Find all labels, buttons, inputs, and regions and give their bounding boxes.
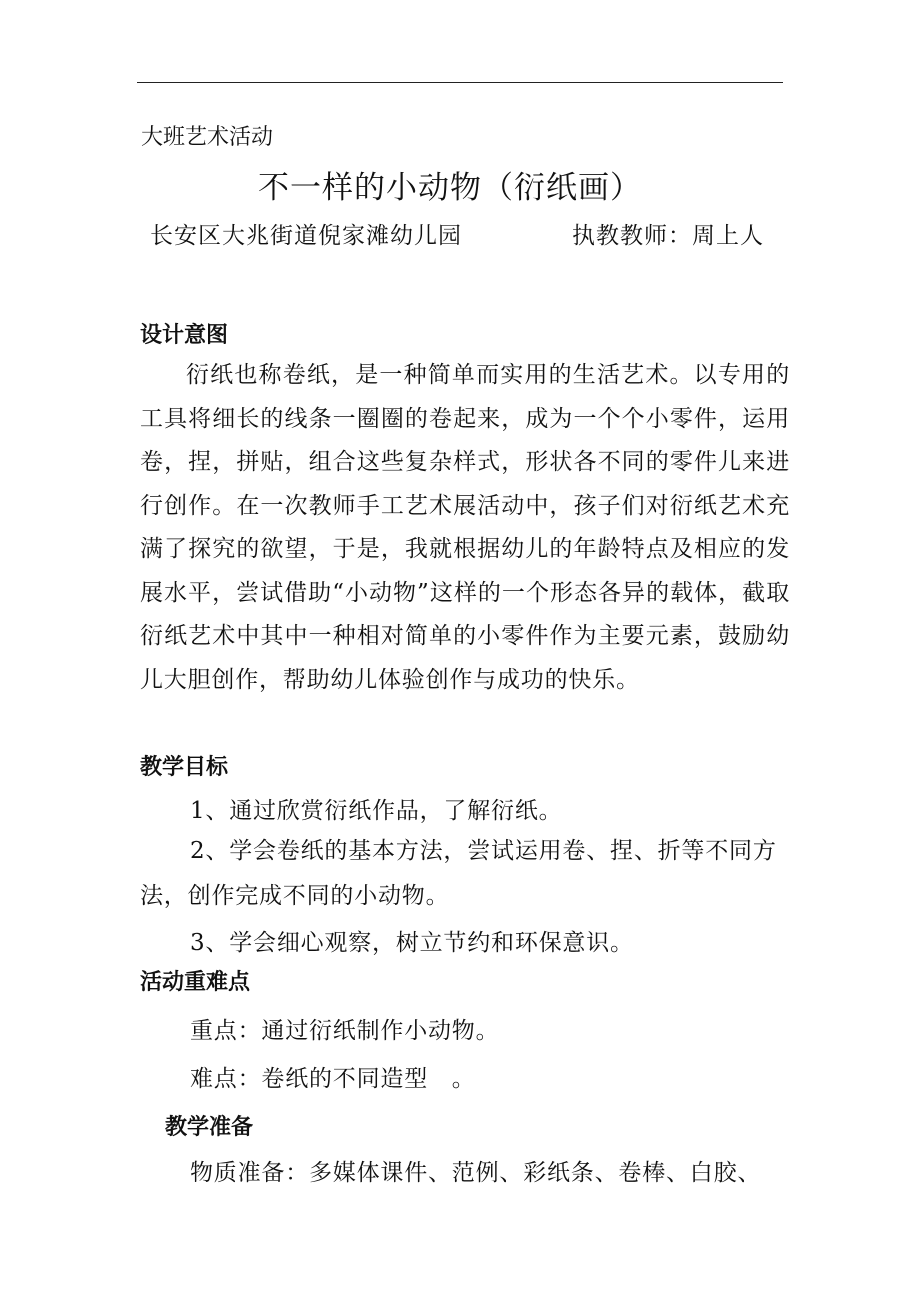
activity-category: 大班艺术活动 [141, 125, 274, 150]
teacher-name: 执教教师：周上人 [572, 223, 764, 249]
design-intent-heading: 设计意图 [140, 323, 229, 348]
goal-item-1: 1、通过欣赏衍纸作品，了解衍纸。 [190, 798, 563, 824]
school-name: 长安区大兆街道倪家滩幼儿园 [150, 223, 462, 249]
goal-item-3: 3、学会细心观察，树立节约和环保意识。 [190, 930, 634, 956]
preparation-heading: 教学准备 [165, 1115, 254, 1140]
key-points-heading: 活动重难点 [140, 970, 251, 995]
key-point-difficulty: 难点：卷纸的不同造型 。 [190, 1066, 476, 1092]
header-rule [137, 82, 783, 83]
document-title: 不一样的小动物（衍纸画） [258, 170, 642, 206]
design-intent-paragraph: 衍纸也称卷纸，是一种简单而实用的生活艺术。以专用的工具将细长的线条一圈圈的卷起来，成为一个个小零件，运用卷，捏，拼贴，组合这些复杂样式，形状各不同的零件儿来进行创作。在一次教师手工艺术展活动中，孩子们对衍纸艺术充满了探究的欲望，于是，我就根据幼儿的年龄特点及相应的发展水平，尝试借助“小动物”这样的一个形态各异的载体，截取衍纸艺术中其中一种相对简单的小零件作为主要元素，鼓励幼儿大胆创作，帮助幼儿体验创作与成功的快乐。 [140, 362, 790, 693]
goal-item-2: 2、学会卷纸的基本方法，尝试运用卷、捏、折等不同方法，创作完成不同的小动物。 [140, 838, 777, 909]
goals-heading: 教学目标 [140, 755, 229, 780]
key-point-focus: 重点：通过衍纸制作小动物。 [190, 1018, 500, 1044]
preparation-materials: 物质准备：多媒体课件、范例、彩纸条、卷棒、白胶、 [190, 1160, 762, 1186]
